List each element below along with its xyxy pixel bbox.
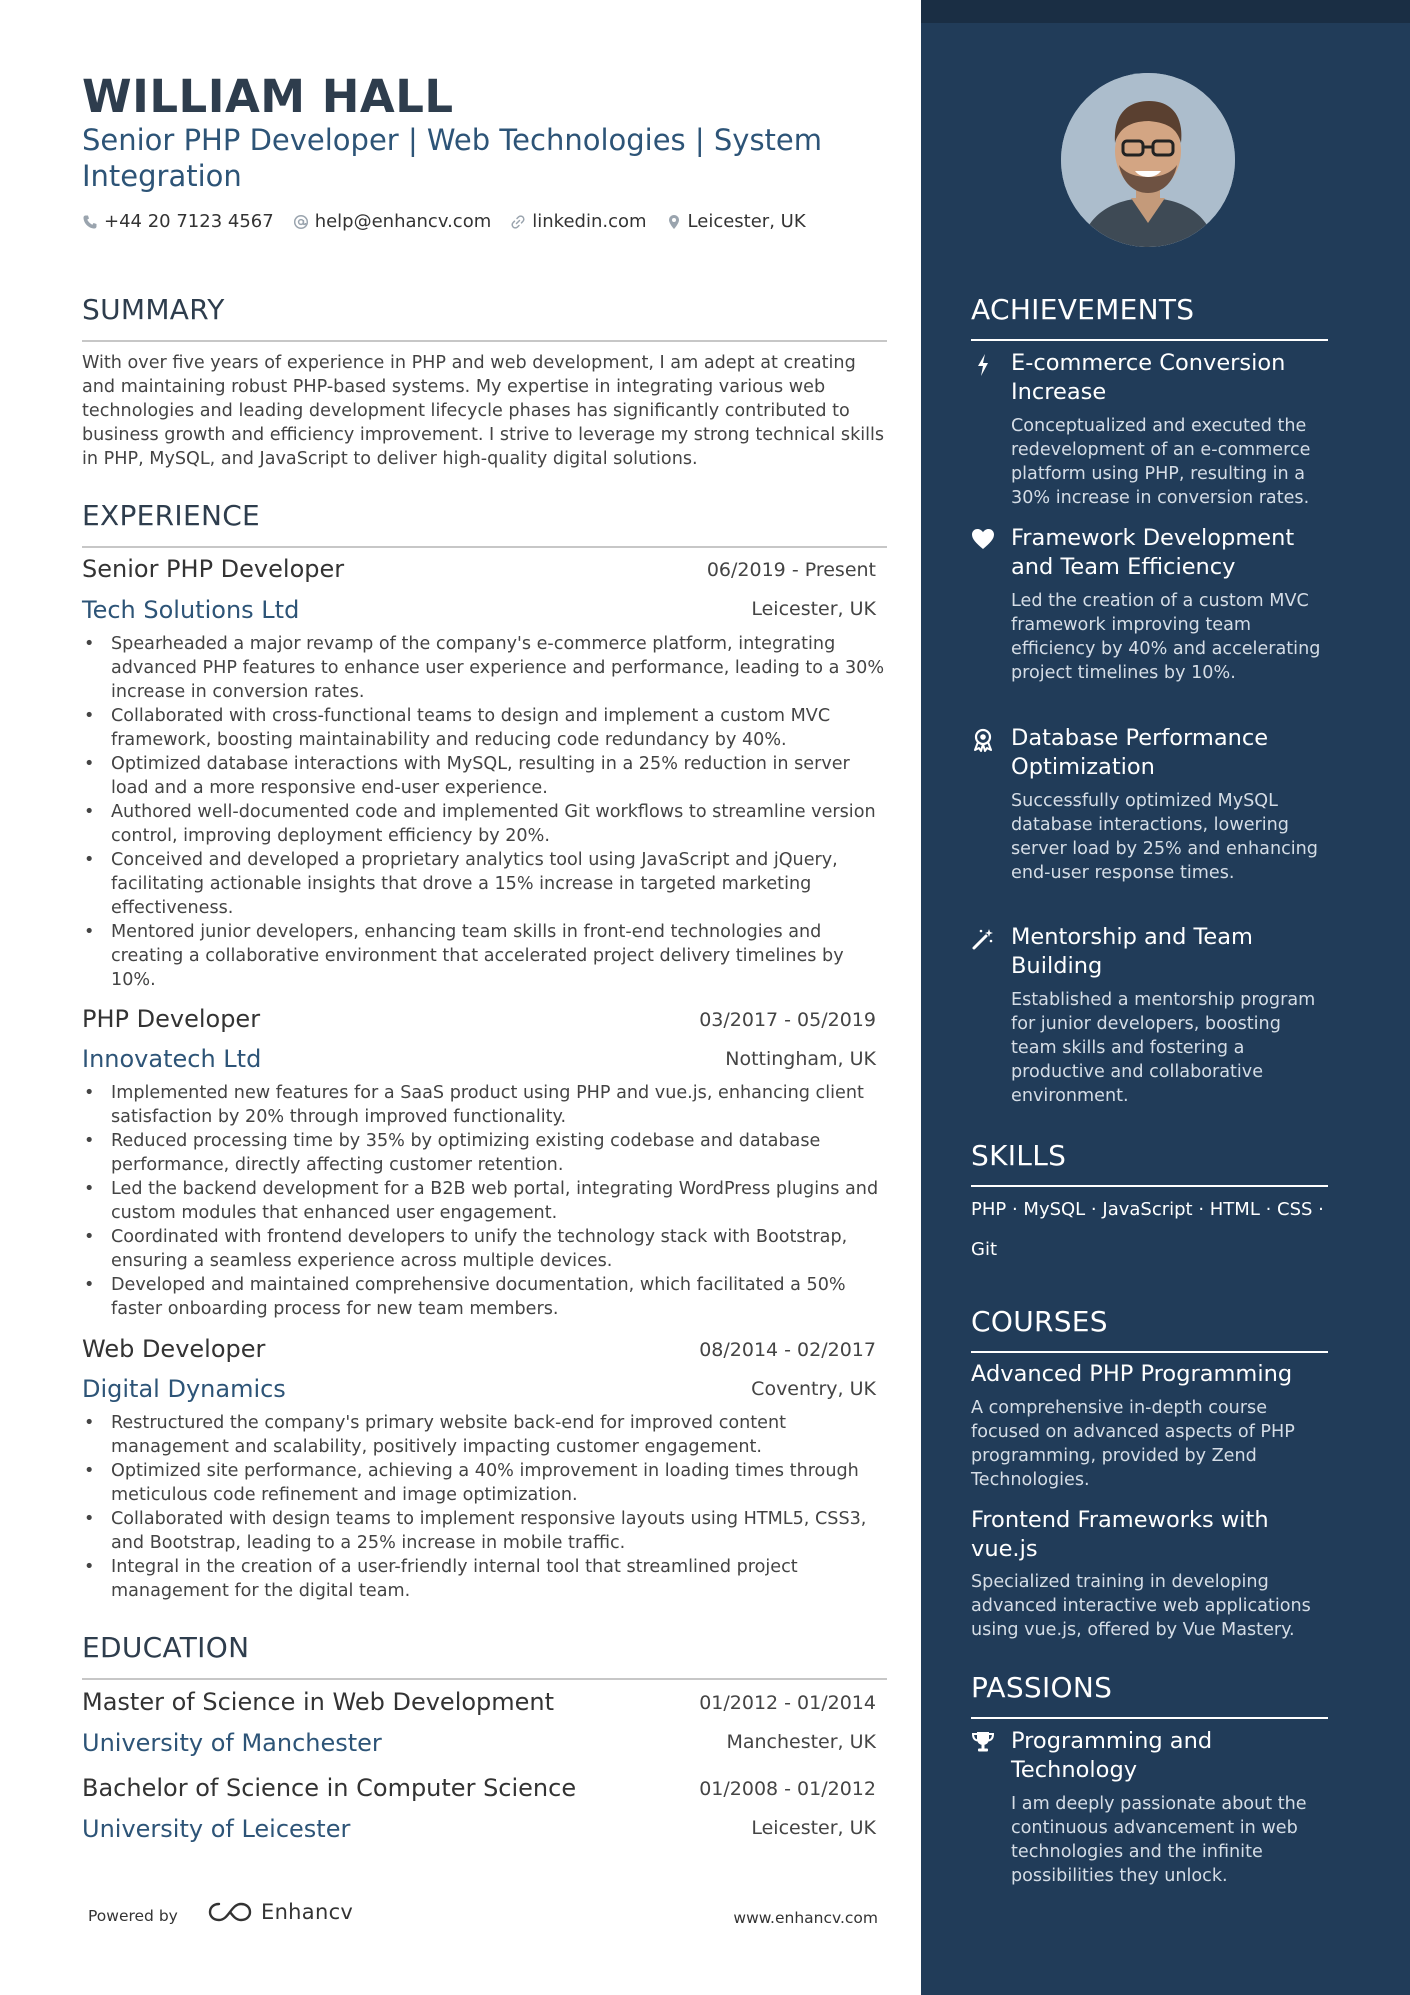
contact-location-text: Leicester, UK xyxy=(687,211,806,232)
course-desc: A comprehensive in-depth course focused on advanced aspects of PHP programming, provided by Zend Technologies. xyxy=(971,1398,1295,1490)
job-title: Web Developer xyxy=(82,1335,266,1363)
school-location: Manchester, UK xyxy=(726,1731,876,1753)
passion-title: Programming and Technology xyxy=(1011,1728,1213,1783)
list-item: • Authored well-documented code and implemented Git workflows to streamline version control, improving deployment efficiency by 20%. xyxy=(82,800,892,848)
company-name: Tech Solutions Ltd xyxy=(82,596,300,624)
achievement-title: Database Performance Optimization xyxy=(1011,725,1269,780)
education-heading: EDUCATION xyxy=(82,1631,250,1664)
education-dates: 01/2008 - 01/2012 xyxy=(699,1778,876,1800)
summary-divider xyxy=(82,340,887,342)
summary-heading: SUMMARY xyxy=(82,293,225,326)
job-dates: 06/2019 - Present xyxy=(706,559,876,581)
achievement-desc: Conceptualized and executed the redevelopment of an e-commerce platform using PHP, resulting in a 30% increase in conversion rates. xyxy=(1011,416,1311,508)
contact-linkedin[interactable] xyxy=(510,211,646,232)
footer-url[interactable]: www.enhancv.com xyxy=(733,1909,878,1927)
skills-heading: SKILLS xyxy=(971,1139,1067,1172)
job-title: Senior PHP Developer xyxy=(82,555,345,583)
at-icon xyxy=(293,214,309,230)
list-item: • Mentored junior developers, enhancing team skills in front-end technologies and creating a collaborative environment that accelerated project delivery timelines by 10%. xyxy=(82,920,892,992)
job-title: PHP Developer xyxy=(82,1005,261,1033)
link-icon xyxy=(510,214,526,230)
avatar xyxy=(1061,73,1235,247)
list-item: • Implemented new features for a SaaS product using PHP and vue.js, enhancing client satisfaction by 20% through improved functionality. xyxy=(82,1081,892,1129)
enhancv-logo-icon xyxy=(207,1900,253,1924)
course-title: Frontend Frameworks with vue.js xyxy=(971,1507,1269,1562)
passions-divider xyxy=(971,1717,1328,1719)
achievement-title: Framework Development and Team Efficiency xyxy=(1011,525,1295,580)
course-desc: Specialized training in developing advanced interactive web applications using vue.js, offered by Vue Mastery. xyxy=(971,1572,1311,1640)
list-item: • Optimized database interactions with MySQL, resulting in a 25% reduction in server load and a more responsive end-user experience. xyxy=(82,752,892,800)
job-location: Nottingham, UK xyxy=(725,1048,876,1070)
bolt-icon xyxy=(971,353,995,377)
courses-divider xyxy=(971,1351,1328,1353)
experience-heading: EXPERIENCE xyxy=(82,499,261,532)
avatar-illustration xyxy=(1061,73,1235,247)
list-item: • Reduced processing time by 35% by optimizing existing codebase and database performance, directly affecting customer retention. xyxy=(82,1129,892,1177)
job-bullets xyxy=(82,1081,892,1321)
course-title: Advanced PHP Programming xyxy=(971,1361,1293,1387)
contact-linkedin-text: linkedin.com xyxy=(532,211,647,232)
achievements-divider xyxy=(971,339,1328,341)
candidate-title: Senior PHP Developer | Web Technologies | System Integration xyxy=(82,123,823,193)
phone-icon xyxy=(82,214,98,230)
job-bullets xyxy=(82,1411,892,1603)
list-item: • Coordinated with frontend developers to unify the technology stack with Bootstrap, ensuring a seamless experience across multiple devices. xyxy=(82,1225,892,1273)
achievement-desc: Successfully optimized MySQL database interactions, lowering server load by 25% and enhancing end-user response times. xyxy=(1011,791,1318,883)
contact-location xyxy=(666,211,806,232)
job-location: Leicester, UK xyxy=(751,598,876,620)
degree-title: Master of Science in Web Development xyxy=(82,1688,555,1716)
enhancv-logo-text: Enhancv xyxy=(261,1900,354,1924)
contact-email-text: help@enhancv.com xyxy=(314,211,492,232)
award-icon xyxy=(971,728,995,752)
job-bullets xyxy=(82,632,892,992)
enhancv-logo[interactable] xyxy=(207,1900,353,1924)
list-item: • Led the backend development for a B2B web portal, integrating WordPress plugins and custom modules that enhanced user engagement. xyxy=(82,1177,892,1225)
skills-list: PHP · MySQL · JavaScript · HTML · CSS · Git xyxy=(971,1199,1324,1260)
list-item: • Optimized site performance, achieving a 40% improvement in loading times through meticulous code refinement and image optimization. xyxy=(82,1459,892,1507)
candidate-name: WILLIAM HALL xyxy=(82,70,454,123)
company-name: Innovatech Ltd xyxy=(82,1045,262,1073)
education-divider xyxy=(82,1678,887,1680)
degree-title: Bachelor of Science in Computer Science xyxy=(82,1774,577,1802)
company-name: Digital Dynamics xyxy=(82,1375,286,1403)
education-dates: 01/2012 - 01/2014 xyxy=(699,1692,876,1714)
achievement-title: Mentorship and Team Building xyxy=(1011,924,1253,979)
powered-by-label: Powered by xyxy=(88,1907,178,1925)
list-item: • Developed and maintained comprehensive documentation, which facilitated a 50% faster onboarding process for new team members. xyxy=(82,1273,892,1321)
achievement-title: E-commerce Conversion Increase xyxy=(1011,350,1286,405)
list-item: • Conceived and developed a proprietary analytics tool using JavaScript and jQuery, facilitating actionable insights that drove a 15% increase in targeted marketing effectiveness. xyxy=(82,848,892,920)
contact-email[interactable] xyxy=(293,211,492,232)
list-item: • Integral in the creation of a user-friendly internal tool that streamlined project management for the digital team. xyxy=(82,1555,892,1603)
list-item: • Collaborated with cross-functional teams to design and implement a custom MVC framework, boosting maintainability and reducing code redundancy by 40%. xyxy=(82,704,892,752)
school-name: University of Leicester xyxy=(82,1815,351,1843)
sidebar-top-strip xyxy=(921,0,1410,23)
courses-heading: COURSES xyxy=(971,1305,1108,1338)
school-name: University of Manchester xyxy=(82,1729,382,1757)
trophy-icon xyxy=(971,1731,995,1755)
achievement-desc: Led the creation of a custom MVC framework improving team efficiency by 40% and accelerating project timelines by 10%. xyxy=(1011,591,1321,683)
passion-desc: I am deeply passionate about the continuous advancement in web technologies and the infinite possibilities they unlock. xyxy=(1011,1794,1307,1886)
passions-heading: PASSIONS xyxy=(971,1671,1113,1704)
job-location: Coventry, UK xyxy=(751,1378,876,1400)
job-dates: 03/2017 - 05/2019 xyxy=(699,1009,876,1031)
contact-bar xyxy=(82,211,825,232)
job-dates: 08/2014 - 02/2017 xyxy=(699,1339,876,1361)
location-pin-icon xyxy=(666,214,682,230)
list-item: • Collaborated with design teams to implement responsive layouts using HTML5, CSS3, and Bootstrap, leading to a 25% increase in mobile traffic. xyxy=(82,1507,892,1555)
achievements-heading: ACHIEVEMENTS xyxy=(971,293,1195,326)
magic-wand-icon xyxy=(971,927,995,951)
contact-phone[interactable] xyxy=(82,211,274,232)
school-location: Leicester, UK xyxy=(751,1817,876,1839)
contact-phone-text: +44 20 7123 4567 xyxy=(104,211,274,232)
list-item: • Restructured the company's primary website back-end for improved content management and scalability, positively impacting customer engagement. xyxy=(82,1411,892,1459)
list-item: • Spearheaded a major revamp of the company's e-commerce platform, integrating advanced PHP features to enhance user experience and performance, leading to a 30% increase in conversion rates. xyxy=(82,632,892,704)
skills-divider xyxy=(971,1185,1328,1187)
heart-icon xyxy=(971,528,995,552)
achievement-desc: Established a mentorship program for junior developers, boosting team skills and fostering a productive and collaborative environment. xyxy=(1011,990,1316,1106)
experience-divider xyxy=(82,546,887,548)
summary-text: With over five years of experience in PHP and web development, I am adept at creating and maintaining robust PHP-based systems. My expertise in integrating various web technologies and leading development lifecycle phases has significantly contributed to business growth and efficiency improvement. I strive to leverage my strong technical skills in PHP, MySQL, and JavaScript to deliver high-quality digital solutions. xyxy=(82,353,885,469)
